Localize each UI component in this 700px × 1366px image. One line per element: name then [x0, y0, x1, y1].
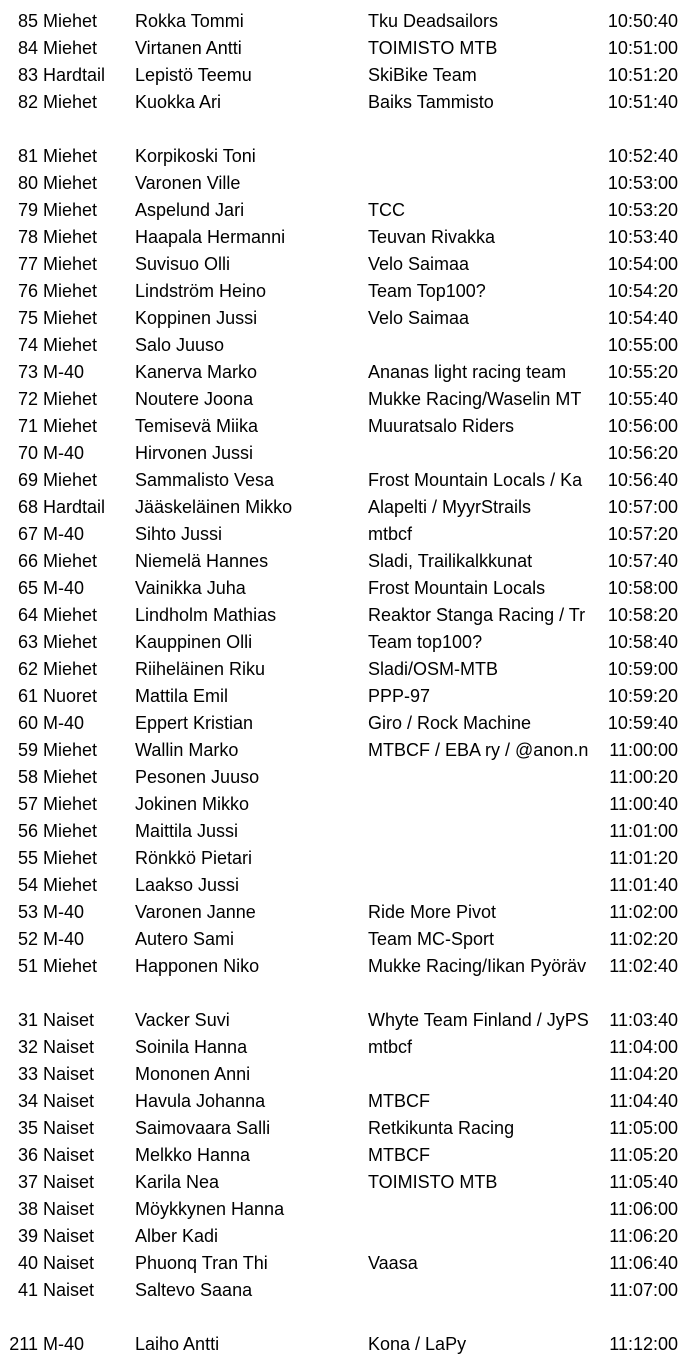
start-number: 73 [17, 362, 38, 382]
start-time: 10:56:40 [607, 470, 678, 490]
team-name: Reaktor Stanga Racing / Tr [368, 605, 586, 625]
team-name [368, 791, 589, 818]
team-name: Muuratsalo Riders [368, 416, 515, 436]
rider-name: Saimovaara Salli [135, 1118, 271, 1138]
start-number: 75 [17, 308, 38, 328]
table-row [0, 143, 700, 170]
rider-name: Karila Nea [135, 1172, 220, 1192]
rider-name: Kuokka Ari [135, 92, 222, 112]
class-label: Miehet [43, 821, 98, 841]
table-row [0, 1196, 700, 1223]
team-name: MTBCF [368, 1145, 430, 1165]
start-time: 11:06:40 [609, 1253, 678, 1273]
rider-name: Vacker Suvi [135, 1010, 230, 1030]
start-number: 69 [17, 470, 38, 490]
start-number: 68 [17, 497, 38, 517]
start-number: 31 [17, 1010, 38, 1030]
team-name: Frost Mountain Locals / Ka [368, 470, 583, 490]
rider-name: Eppert Kristian [135, 713, 254, 733]
table-row [0, 440, 700, 467]
start-number: 53 [17, 902, 38, 922]
class-label: Naiset [43, 1118, 95, 1138]
table-row [0, 548, 700, 575]
team-name: Retkikunta Racing [368, 1118, 515, 1138]
rider-name: Niemelä Hannes [135, 551, 269, 571]
start-time: 11:02:20 [609, 929, 678, 949]
start-number: 65 [17, 578, 38, 598]
rider-name: Hirvonen Jussi [135, 443, 254, 463]
table-row [0, 1250, 700, 1277]
class-label: Hardtail [43, 497, 106, 517]
table-row [0, 35, 700, 62]
class-label: Miehet [43, 875, 98, 895]
table-row [0, 413, 700, 440]
start-time: 10:53:20 [607, 200, 678, 220]
rider-name: Havula Johanna [135, 1091, 266, 1111]
start-number: 58 [17, 767, 38, 787]
start-time: 10:53:00 [607, 173, 678, 193]
start-number: 74 [17, 335, 38, 355]
class-label: M-40 [43, 713, 85, 733]
rider-name: Happonen Niko [135, 956, 260, 976]
start-time: 11:00:00 [609, 740, 678, 760]
table-row [0, 710, 700, 737]
start-time: 11:00:20 [609, 767, 678, 787]
start-number: 85 [17, 11, 38, 31]
team-name: Teuvan Rivakka [368, 227, 496, 247]
team-name [368, 872, 589, 899]
start-time: 10:50:40 [607, 11, 678, 31]
team-name: Giro / Rock Machine [368, 713, 532, 733]
start-time: 11:04:20 [609, 1064, 678, 1084]
class-label: Naiset [43, 1064, 95, 1084]
start-time: 10:59:20 [607, 686, 678, 706]
start-number: 66 [17, 551, 38, 571]
start-number: 71 [17, 416, 38, 436]
team-name: Team top100? [368, 632, 483, 652]
table-row [0, 386, 700, 413]
table-row [0, 764, 700, 791]
start-time: 11:05:20 [609, 1145, 678, 1165]
rider-name: Maittila Jussi [135, 821, 239, 841]
rider-name: Lepistö Teemu [135, 65, 252, 85]
start-number: 77 [17, 254, 38, 274]
class-label: Hardtail [43, 65, 106, 85]
team-name [368, 818, 589, 845]
class-label: Naiset [43, 1172, 95, 1192]
class-label: Naiset [43, 1145, 95, 1165]
rider-name: Möykkynen Hanna [135, 1199, 285, 1219]
rider-name: Melkko Hanna [135, 1145, 251, 1165]
team-name: Ananas light racing team [368, 362, 567, 382]
table-row [0, 1115, 700, 1142]
start-time: 11:01:20 [609, 848, 678, 868]
class-label: Naiset [43, 1226, 95, 1246]
start-time: 11:05:00 [609, 1118, 678, 1138]
class-label: Miehet [43, 848, 98, 868]
class-label: Miehet [43, 11, 98, 31]
start-number: 64 [17, 605, 38, 625]
rider-name: Jokinen Mikko [135, 794, 250, 814]
table-row [0, 683, 700, 710]
rider-name: Suvisuo Olli [135, 254, 231, 274]
start-time: 11:06:20 [609, 1226, 678, 1246]
start-number: 38 [17, 1199, 38, 1219]
class-label: Miehet [43, 551, 98, 571]
start-time: 10:57:20 [607, 524, 678, 544]
table-row [0, 332, 700, 359]
team-name: Tku Deadsailors [368, 11, 499, 31]
rider-name: Mattila Emil [135, 686, 229, 706]
rider-name: Noutere Joona [135, 389, 254, 409]
start-number: 211 [9, 1334, 38, 1354]
class-label: Miehet [43, 200, 98, 220]
start-number: 62 [17, 659, 38, 679]
team-name: Team Top100? [368, 281, 486, 301]
start-time: 11:04:40 [609, 1091, 678, 1111]
start-number: 84 [17, 38, 38, 58]
team-name [368, 1277, 589, 1304]
start-time: 10:52:40 [607, 146, 678, 166]
start-time: 10:55:00 [607, 335, 678, 355]
start-time: 11:06:00 [609, 1199, 678, 1219]
team-name: Whyte Team Finland / JyPS [368, 1010, 589, 1030]
class-label: Miehet [43, 308, 98, 328]
table-row [0, 845, 700, 872]
class-label: Miehet [43, 632, 98, 652]
rider-name: Kauppinen Olli [135, 632, 253, 652]
team-name: SkiBike Team [368, 65, 477, 85]
table-row [0, 1061, 700, 1088]
start-time: 10:58:00 [607, 578, 678, 598]
rider-name: Aspelund Jari [135, 200, 245, 220]
start-time: 11:04:00 [609, 1037, 678, 1057]
table-row [0, 1223, 700, 1250]
table-row [0, 629, 700, 656]
start-time: 10:56:00 [607, 416, 678, 436]
class-label: M-40 [43, 1334, 85, 1354]
table-row [0, 197, 700, 224]
start-time: 11:02:40 [609, 956, 678, 976]
rider-name: Rokka Tommi [135, 11, 244, 31]
team-name: Mukke Racing/Waselin MT [368, 389, 582, 409]
rider-name: Varonen Ville [135, 173, 241, 193]
table-row [0, 818, 700, 845]
class-label: Miehet [43, 767, 98, 787]
start-time: 10:57:40 [607, 551, 678, 571]
start-number: 33 [17, 1064, 38, 1084]
class-label: Miehet [43, 389, 98, 409]
rider-name: Sammalisto Vesa [135, 470, 275, 490]
table-row [0, 953, 700, 980]
rider-name: Lindholm Mathias [135, 605, 277, 625]
class-label: Miehet [43, 146, 98, 166]
team-name: Vaasa [368, 1253, 418, 1273]
rider-name: Pesonen Juuso [135, 767, 260, 787]
start-time: 11:07:00 [609, 1280, 678, 1300]
class-label: Naiset [43, 1199, 95, 1219]
start-number: 60 [17, 713, 38, 733]
start-number: 54 [17, 875, 38, 895]
class-label: Naiset [43, 1010, 95, 1030]
table-row [0, 359, 700, 386]
team-name: mtbcf [368, 524, 413, 544]
start-time: 10:51:00 [607, 38, 678, 58]
team-name: MTBCF / EBA ry / @anon.n [368, 740, 589, 760]
table-row [0, 1007, 700, 1034]
start-number: 55 [17, 848, 38, 868]
class-label: Miehet [43, 92, 98, 112]
start-number: 81 [17, 146, 38, 166]
rider-name: Riiheläinen Riku [135, 659, 266, 679]
class-label: M-40 [43, 362, 85, 382]
start-time: 10:59:00 [607, 659, 678, 679]
start-number: 80 [17, 173, 38, 193]
class-label: Naiset [43, 1037, 95, 1057]
start-number: 41 [17, 1280, 38, 1300]
start-time: 10:55:40 [607, 389, 678, 409]
start-number: 76 [17, 281, 38, 301]
team-name: Ride More Pivot [368, 902, 497, 922]
class-label: M-40 [43, 578, 85, 598]
class-label: Miehet [43, 281, 98, 301]
rider-name: Temisevä Miika [135, 416, 259, 436]
class-label: Miehet [43, 740, 98, 760]
team-name [368, 1061, 589, 1088]
team-name [368, 1196, 589, 1223]
class-label: Miehet [43, 956, 98, 976]
start-time: 11:00:40 [609, 794, 678, 814]
start-time: 10:53:40 [607, 227, 678, 247]
team-name: Mukke Racing/Iikan Pyöräv [368, 956, 587, 976]
start-time: 11:03:40 [609, 1010, 678, 1030]
team-name [368, 440, 589, 467]
class-label: Naiset [43, 1253, 95, 1273]
table-row [0, 170, 700, 197]
team-name: Alapelti / MyyrStrails [368, 497, 532, 517]
table-row [0, 8, 700, 35]
team-name: Baiks Tammisto [368, 92, 494, 112]
start-number: 40 [17, 1253, 38, 1273]
rider-name: Varonen Janne [135, 902, 256, 922]
rider-name: Koppinen Jussi [135, 308, 258, 328]
table-row [0, 494, 700, 521]
start-time: 10:55:20 [607, 362, 678, 382]
start-time: 10:54:00 [607, 254, 678, 274]
start-time: 11:05:40 [609, 1172, 678, 1192]
rider-name: Laakso Jussi [135, 875, 240, 895]
start-number: 83 [17, 65, 38, 85]
table-row [0, 89, 700, 116]
start-number: 70 [17, 443, 38, 463]
table-row [0, 1277, 700, 1304]
start-time: 10:54:40 [607, 308, 678, 328]
table-row [0, 1034, 700, 1061]
team-name: Kona / LaPy [368, 1334, 467, 1354]
start-time: 10:58:20 [607, 605, 678, 625]
start-number: 52 [17, 929, 38, 949]
start-number: 32 [17, 1037, 38, 1057]
team-name: MTBCF [368, 1091, 430, 1111]
start-time: 11:12:00 [609, 1334, 678, 1354]
team-name: TOIMISTO MTB [368, 1172, 498, 1192]
start-number: 57 [17, 794, 38, 814]
team-name: Team MC-Sport [368, 929, 495, 949]
start-number: 79 [17, 200, 38, 220]
table-row [0, 521, 700, 548]
class-label: Miehet [43, 659, 98, 679]
team-name [368, 170, 589, 197]
team-name: Sladi, Trailikalkkunat [368, 551, 533, 571]
class-label: Miehet [43, 227, 98, 247]
team-name: mtbcf [368, 1037, 413, 1057]
class-label: Miehet [43, 254, 98, 274]
rider-name: Lindström Heino [135, 281, 267, 301]
class-label: M-40 [43, 929, 85, 949]
table-row [0, 899, 700, 926]
class-label: Naiset [43, 1280, 95, 1300]
table-row [0, 1088, 700, 1115]
team-name: Sladi/OSM-MTB [368, 659, 499, 679]
team-name: Frost Mountain Locals [368, 578, 546, 598]
table-row [0, 251, 700, 278]
rider-name: Alber Kadi [135, 1226, 219, 1246]
table-row [0, 872, 700, 899]
rider-name: Soinila Hanna [135, 1037, 248, 1057]
table-row [0, 1331, 700, 1358]
team-name [368, 143, 589, 170]
team-name: Velo Saimaa [368, 308, 470, 328]
table-row [0, 224, 700, 251]
class-label: Naiset [43, 1091, 95, 1111]
start-time: 11:01:40 [609, 875, 678, 895]
rider-name: Virtanen Antti [135, 38, 242, 58]
table-row [0, 602, 700, 629]
rider-name: Salo Juuso [135, 335, 225, 355]
start-number: 36 [17, 1145, 38, 1165]
class-label: Nuoret [43, 686, 98, 706]
rider-name: Wallin Marko [135, 740, 239, 760]
table-row [0, 467, 700, 494]
class-label: M-40 [43, 902, 85, 922]
class-label: Miehet [43, 416, 98, 436]
start-number: 35 [17, 1118, 38, 1138]
start-number: 72 [17, 389, 38, 409]
start-number: 61 [17, 686, 38, 706]
start-number: 39 [17, 1226, 38, 1246]
rider-name: Jääskeläinen Mikko [135, 497, 293, 517]
rider-name: Vainikka Juha [135, 578, 246, 598]
table-row [0, 1142, 700, 1169]
rider-name: Mononen Anni [135, 1064, 251, 1084]
rider-name: Laiho Antti [135, 1334, 220, 1354]
start-time: 11:02:00 [609, 902, 678, 922]
start-time: 11:01:00 [609, 821, 678, 841]
start-number: 51 [17, 956, 38, 976]
rider-name: Saltevo Saana [135, 1280, 253, 1300]
class-label: Miehet [43, 38, 98, 58]
class-label: M-40 [43, 443, 85, 463]
table-row [0, 305, 700, 332]
class-label: Miehet [43, 470, 98, 490]
start-number: 37 [17, 1172, 38, 1192]
class-label: M-40 [43, 524, 85, 544]
start-number: 34 [17, 1091, 38, 1111]
team-name [368, 845, 589, 872]
start-time: 10:57:00 [607, 497, 678, 517]
team-name [368, 1223, 589, 1250]
rider-name: Korpikoski Toni [135, 146, 256, 166]
class-label: Miehet [43, 605, 98, 625]
table-row [0, 737, 700, 764]
class-label: Miehet [43, 794, 98, 814]
team-name [368, 332, 589, 359]
team-name: Velo Saimaa [368, 254, 470, 274]
start-number: 67 [17, 524, 38, 544]
rider-name: Rönkkö Pietari [135, 848, 253, 868]
team-name: PPP-97 [368, 686, 431, 706]
start-number: 82 [17, 92, 38, 112]
table-row [0, 62, 700, 89]
start-number: 59 [17, 740, 38, 760]
table-row [0, 656, 700, 683]
rider-name: Phuonq Tran Thi [135, 1253, 268, 1273]
start-time: 10:56:20 [607, 443, 678, 463]
rider-name: Autero Sami [135, 929, 235, 949]
start-time: 10:51:40 [607, 92, 678, 112]
start-number: 78 [17, 227, 38, 247]
class-label: Miehet [43, 335, 98, 355]
start-time: 10:59:40 [607, 713, 678, 733]
rider-name: Haapala Hermanni [135, 227, 286, 247]
start-number: 56 [17, 821, 38, 841]
start-time: 10:54:20 [607, 281, 678, 301]
team-name: TCC [368, 200, 405, 220]
table-row [0, 791, 700, 818]
team-name [368, 764, 589, 791]
start-time: 10:51:20 [607, 65, 678, 85]
rider-name: Kanerva Marko [135, 362, 258, 382]
table-row [0, 926, 700, 953]
start-number: 63 [17, 632, 38, 652]
table-row [0, 575, 700, 602]
table-row [0, 1169, 700, 1196]
start-time: 10:58:40 [607, 632, 678, 652]
table-row [0, 278, 700, 305]
rider-name: Sihto Jussi [135, 524, 223, 544]
team-name: TOIMISTO MTB [368, 38, 498, 58]
class-label: Miehet [43, 173, 98, 193]
